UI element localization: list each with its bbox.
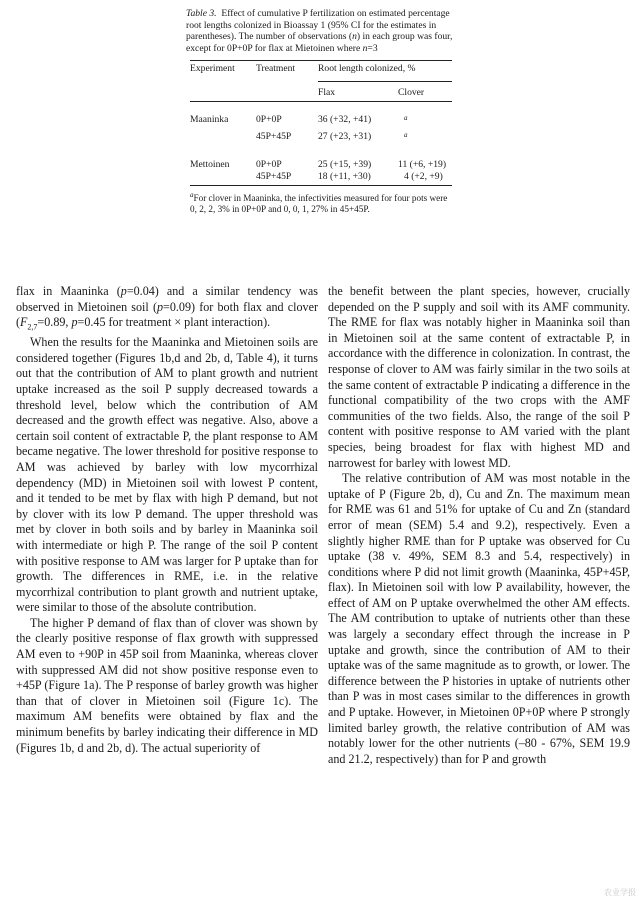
table-header-rule (190, 101, 452, 102)
paragraph: flax in Maaninka (p=0.04) and a similar tendency was observed in Mietoinen soil (p=0.09) for both flax and clover ($F_{2,7}=0.89$, p=0.45 for treatment × plant interaction). (16, 284, 318, 332)
table-bottom-rule (190, 185, 452, 186)
data-table (190, 63, 452, 99)
table-subheader-row (190, 87, 452, 99)
left-column (16, 284, 318, 767)
table-caption: Table 3. Effect of cumulative P fertilization on estimated percentage root lengths colonized in Bioassay 1 (95% CI for the estimates in parentheses). The number of observations (n) in each group was four, except for 0P+0P for flax at Mietoinen where n=3 (186, 8, 453, 54)
table-top-rule (190, 60, 452, 61)
header-treatment: Treatment (256, 63, 296, 75)
paragraph: When the results for the Maaninka and Mietoinen soils are considered together (Figures 1b,d and 2b, d, Table 4), it turns out that the contribution of AM to plant growth and nutrient uptake increased as the soil P supply decreased towards a threshold level, below which the contribution of AM decreased and the growth effect was negative. Also, above a certain soil content of extractable P, the plant response to AM became negative. The lower threshold for positive response to AM was achieved by barley with low mycorrhizal dependency (MD) in Mietoinen soil with lowest P content, and it tended to be met by flax with high P demand, but not by clover with its low P demand. The upper threshold was met by clover in both soils and by barley in Maaninka soil with intermediate or high P. The range of the soil P content with positive response to AM was larger for P uptake than for growth. The differences in RME, i.e. in the relative mycorrhizal contribution to plant growth and nutrient uptake, were similar to those of the absolute contribution. (16, 335, 318, 615)
data-table-body (190, 112, 452, 182)
table-row: Maaninka 0P+0P 36 (+32, +41) $^a$ (190, 114, 408, 126)
header-experiment: Experiment (190, 63, 235, 75)
paragraph: The higher P demand of flax than of clover was shown by the clearly positive response of flax growth with suppressed AM even to +90P in 45P soil from Maaninka, whereas clover with suppressed AM did not show positive response even to +45P (Figure 1a). The P response of barley growth was higher than that of clover in Mietoinen soil (Figure 1c). The maximum AM benefits were obtained by flax and the minimum benefits by barley indicating their difference in MD (Figures 1b, d and 2b, d). The actual superiority of (16, 615, 318, 755)
paragraph: the benefit between the plant species, however, crucially depended on the P supply and soil with its AMF community. The RME for flax was notably higher in Maaninka soil than in Mietoinen soil at the same content of extractable P, in accordance with the difference in colonization. In contrast, the response of clover to AM was fairly similar in the two soils at the same content of extractable P indicating a difference in the functional compatibility of the two crops with the AMF communities of the two fields. Also, the range of the soil P content with positive response to AM varied with the plant species, being broadest for flax with highest MD and narrowest for barley with lowest MD. (328, 284, 630, 470)
header-root-length: Root length colonized, % (318, 63, 416, 75)
watermark: 农业学报 (604, 888, 636, 897)
right-column (328, 284, 630, 767)
header-flax: Flax (318, 87, 336, 99)
table-footnote: $^a$For clover in Maaninka, the infectivities measured for four pots were 0, 2, 2, 3% in 0P+0P and 0, 0, 1, 27% in 45+45P. (190, 190, 448, 215)
table-header-row (190, 63, 452, 75)
table-3 (186, 8, 458, 216)
header-clover: Clover (398, 87, 425, 99)
table-row: 45P+45P 27 (+23, +31) $^a$ (256, 130, 408, 142)
body-text (16, 284, 630, 767)
paragraph: The relative contribution of AM was most notable in the uptake of P (Figure 2b, d), Cu and Zn. The maximum mean for RME was 61 and 51% for uptake of Cu and Zn (standard error of mean (SEM) 5.4 and 9.2), respectively. Even a slightly higher RME than for P uptake was observed for Cu uptake (38 v. 49%, SEM 8.3 and 5.4, respectively) in conditions where P did not limit growth (Maaninka, 45P+45P, flax). In Mietoinen soil with low P availability, however, the effect of AM on P uptake overwhelmed the other AM effects. The AM contribution to uptake of nutrients other than these was largely a secondary effect through the increase in P uptake and growth, since the contribution of AM to their uptake was of the same magnitude as to growth, or lower. The difference between the P histories in uptake of nutrients other than P was in most cases similar to the differences in growth and P uptake. However, in Mietoinen 0P+0P where P strongly limited barley growth, the relative contribution of AM was notably lower for the other nutrients (–80 - 67%, SEM 19.9 and 21.2, respectively) than for P and growth (328, 471, 630, 766)
table-row: Mettoinen 0P+0P 25 (+15, +39) 11 (+6, +19) (190, 158, 447, 170)
table-row: 45P+45P 18 (+11, +30) 4 (+2, +9) (256, 170, 443, 182)
